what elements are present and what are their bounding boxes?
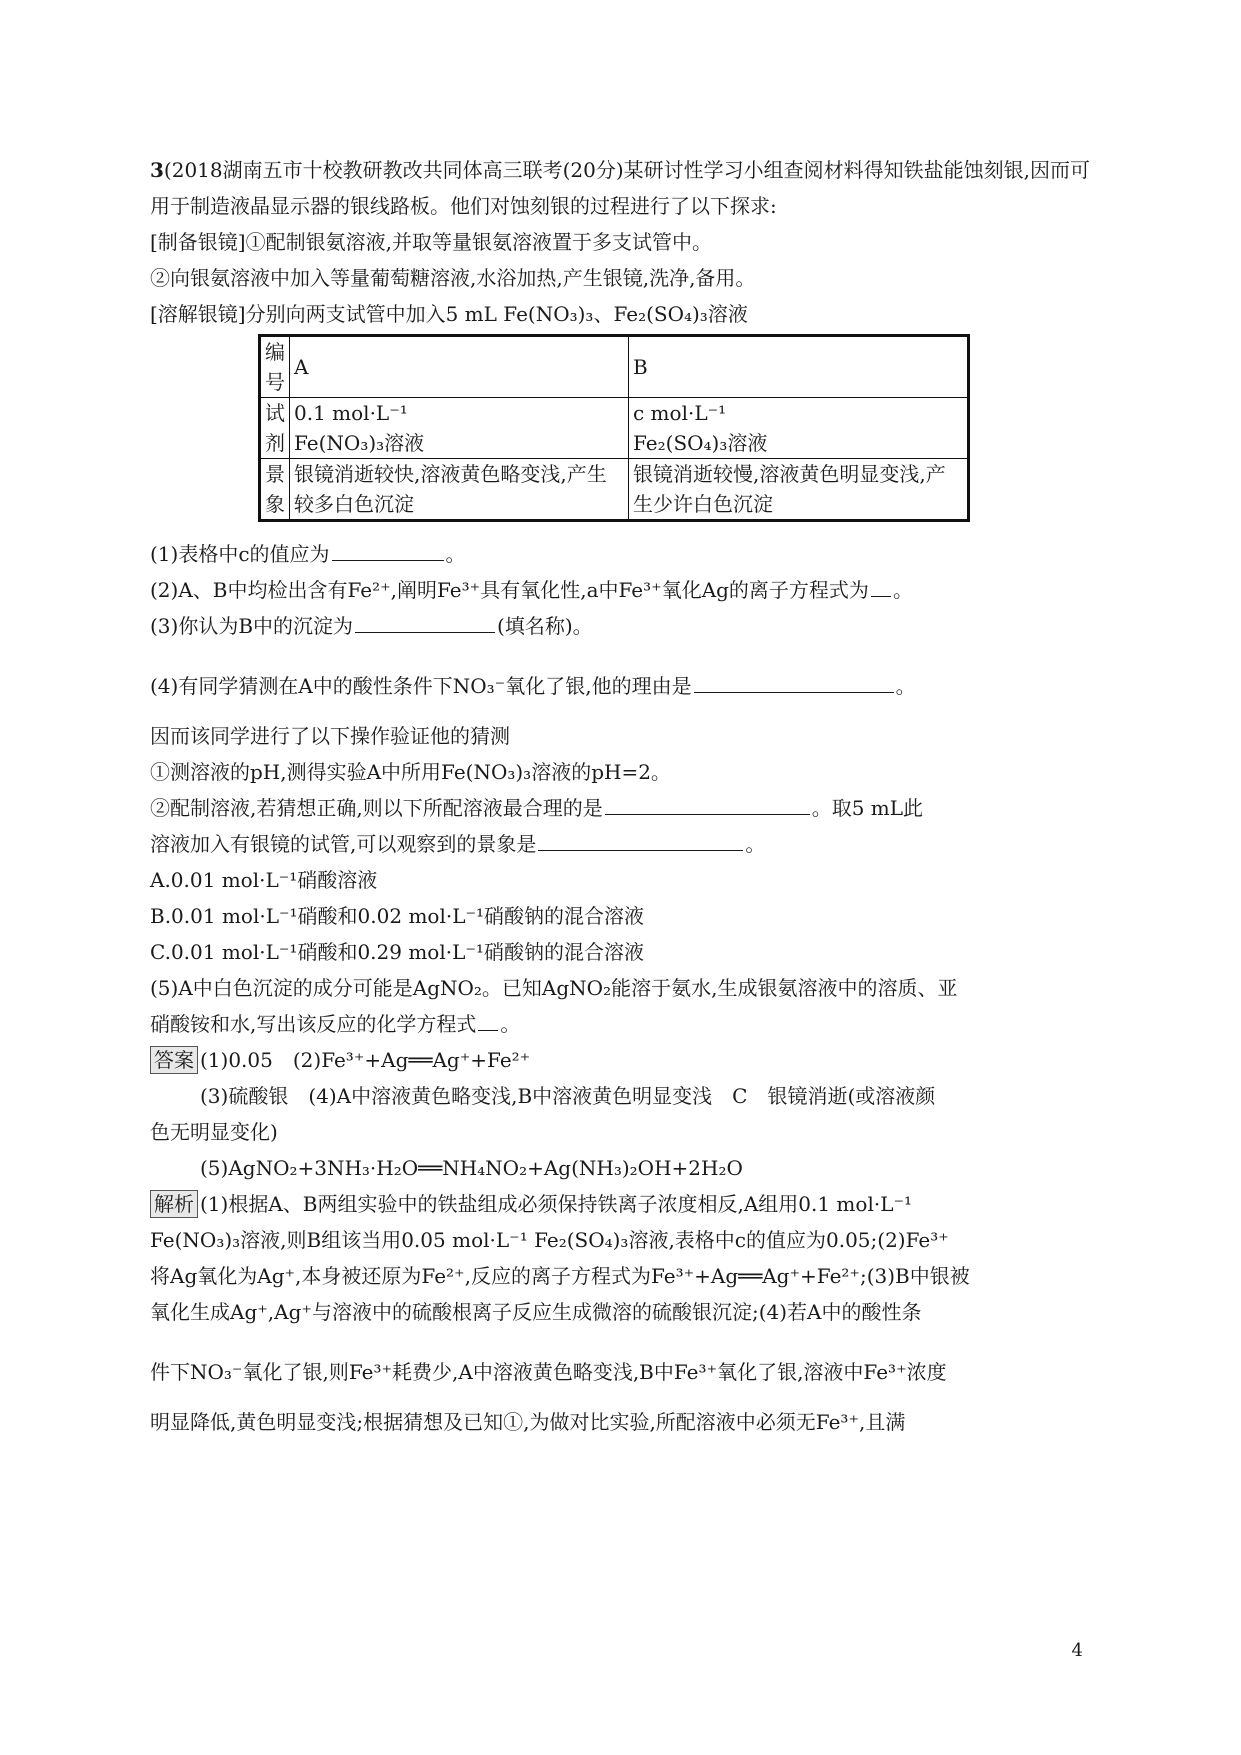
- q4-step-2: ②配制溶液,若猜想正确,则以下所配溶液最合理的是 。取5 mL此: [150, 790, 1100, 826]
- col-b-header: B: [629, 336, 969, 398]
- question-intro: 3(2018湖南五市十校教研教改共同体高三联考(20分)某研讨性学习小组查阅材料得知铁盐能蚀刻银,因而可用于制造液晶显示器的银线路板。他们对蚀刻银的过程进行了以下探求:: [150, 158, 1091, 218]
- phenomenon-b: 银镜消逝较慢,溶液黄色明显变浅,产生少许白色沉淀: [629, 459, 969, 521]
- option-a: A.0.01 mol·L⁻¹硝酸溶液: [150, 868, 378, 892]
- analysis-tag: 解析: [150, 1190, 198, 1218]
- answer-blank: [605, 792, 810, 815]
- option-b: B.0.01 mol·L⁻¹硝酸和0.02 mol·L⁻¹硝酸钠的混合溶液: [150, 904, 645, 928]
- sub-question-1: (1)表格中c的值应为 。: [150, 536, 1100, 572]
- answer-line-3: 色无明显变化): [150, 1120, 278, 1144]
- answer-block: 答案 (1)0.05 (2)Fe³⁺+Ag══Ag⁺+Fe²⁺: [150, 1042, 1100, 1078]
- sub-question-5: (5)A中白色沉淀的成分可能是AgNO₂。已知AgNO₂能溶于氨水,生成银氨溶液中的溶质、亚: [150, 976, 958, 1000]
- table-row: [260, 336, 969, 398]
- page-number: 4: [1071, 1640, 1083, 1661]
- analysis-line-2: Fe(NO₃)₃溶液,则B组该当用0.05 mol·L⁻¹ Fe₂(SO₄)₃溶液,表格中c的值应为0.05;(2)Fe³⁺: [150, 1228, 949, 1252]
- sub-question-2: (2)A、B中均检出含有Fe²⁺,阐明Fe³⁺具有氧化性,a中Fe³⁺氧化Ag的离子方程式为 。: [150, 572, 1100, 608]
- answer-line-4: (5)AgNO₂+3NH₃·H₂O══NH₄NO₂+Ag(NH₃)₂OH+2H₂O: [200, 1156, 743, 1180]
- answer-blank: [332, 538, 444, 561]
- analysis-line-3: 将Ag氧化为Ag⁺,本身被还原为Fe²⁺,反应的离子方程式为Fe³⁺+Ag══Ag⁺+Fe²⁺;(3)B中银被: [150, 1264, 970, 1288]
- dissolve-step: [溶解银镜]分别向两支试管中加入5 mL Fe(NO₃)₃、Fe₂(SO₄)₃溶液: [150, 302, 748, 326]
- prep-step-2: ②向银氨溶液中加入等量葡萄糖溶液,水浴加热,产生银镜,洗净,备用。: [150, 266, 756, 290]
- answer-tag: 答案: [150, 1046, 198, 1074]
- table-row: [260, 459, 969, 521]
- question-number: 3: [150, 158, 164, 182]
- answer-line-2: (3)硫酸银 (4)A中溶液黄色略变浅,B中溶液黄色明显变浅 C 银镜消逝(或溶液颜: [200, 1084, 936, 1108]
- col-a-header: A: [290, 336, 629, 398]
- q4-step-1: ①测溶液的pH,测得实验A中所用Fe(NO₃)₃溶液的pH=2。: [150, 760, 671, 784]
- answer-blank: [538, 828, 743, 851]
- reagent-b: c mol·L⁻¹ Fe₂(SO₄)₃溶液: [629, 398, 969, 459]
- exam-page: [150, 152, 1100, 1440]
- answer-blank: [478, 1008, 498, 1031]
- analysis-block: 解析 (1)根据A、B两组实验中的铁盐组成必须保持铁离子浓度相反,A组用0.1 mol·L⁻¹: [150, 1186, 1100, 1222]
- analysis-line-5: 件下NO₃⁻氧化了银,则Fe³⁺耗费少,A中溶液黄色略变浅,B中Fe³⁺氧化了银,溶液中Fe³⁺浓度: [150, 1360, 947, 1384]
- prep-step-1: [制备银镜]①配制银氨溶液,并取等量银氨溶液置于多支试管中。: [150, 230, 712, 254]
- reagent-a: 0.1 mol·L⁻¹ Fe(NO₃)₃溶液: [290, 398, 629, 459]
- answer-blank: [871, 574, 891, 597]
- answer-blank: [694, 670, 894, 693]
- q4-step-2-cont: 溶液加入有银镜的试管,可以观察到的景象是 。: [150, 826, 1100, 862]
- answer-blank: [355, 610, 495, 633]
- analysis-line-4: 氧化生成Ag⁺,Ag⁺与溶液中的硫酸根离子反应生成微溶的硫酸银沉淀;(4)若A中的酸性条: [150, 1300, 922, 1324]
- q4-intro: 因而该同学进行了以下操作验证他的猜测: [150, 724, 510, 748]
- row-header-phenomenon: 景象: [260, 459, 290, 521]
- table-row: [260, 398, 969, 459]
- option-c: C.0.01 mol·L⁻¹硝酸和0.29 mol·L⁻¹硝酸钠的混合溶液: [150, 940, 644, 964]
- phenomenon-a: 银镜消逝较快,溶液黄色略变浅,产生较多白色沉淀: [290, 459, 629, 521]
- analysis-line-6: 明显降低,黄色明显变浅;根据猜想及已知①,为做对比实验,所配溶液中必须无Fe³⁺,且满: [150, 1410, 906, 1434]
- sub-question-4: (4)有同学猜测在A中的酸性条件下NO₃⁻氧化了银,他的理由是 。: [150, 668, 1100, 704]
- row-header-id: 编号: [260, 336, 290, 398]
- experiment-table: [258, 334, 970, 522]
- sub-question-3: (3)你认为B中的沉淀为 (填名称)。: [150, 608, 1100, 644]
- sub-question-5-cont: 硝酸铵和水,写出该反应的化学方程式 。: [150, 1006, 1100, 1042]
- row-header-reagent: 试剂: [260, 398, 290, 459]
